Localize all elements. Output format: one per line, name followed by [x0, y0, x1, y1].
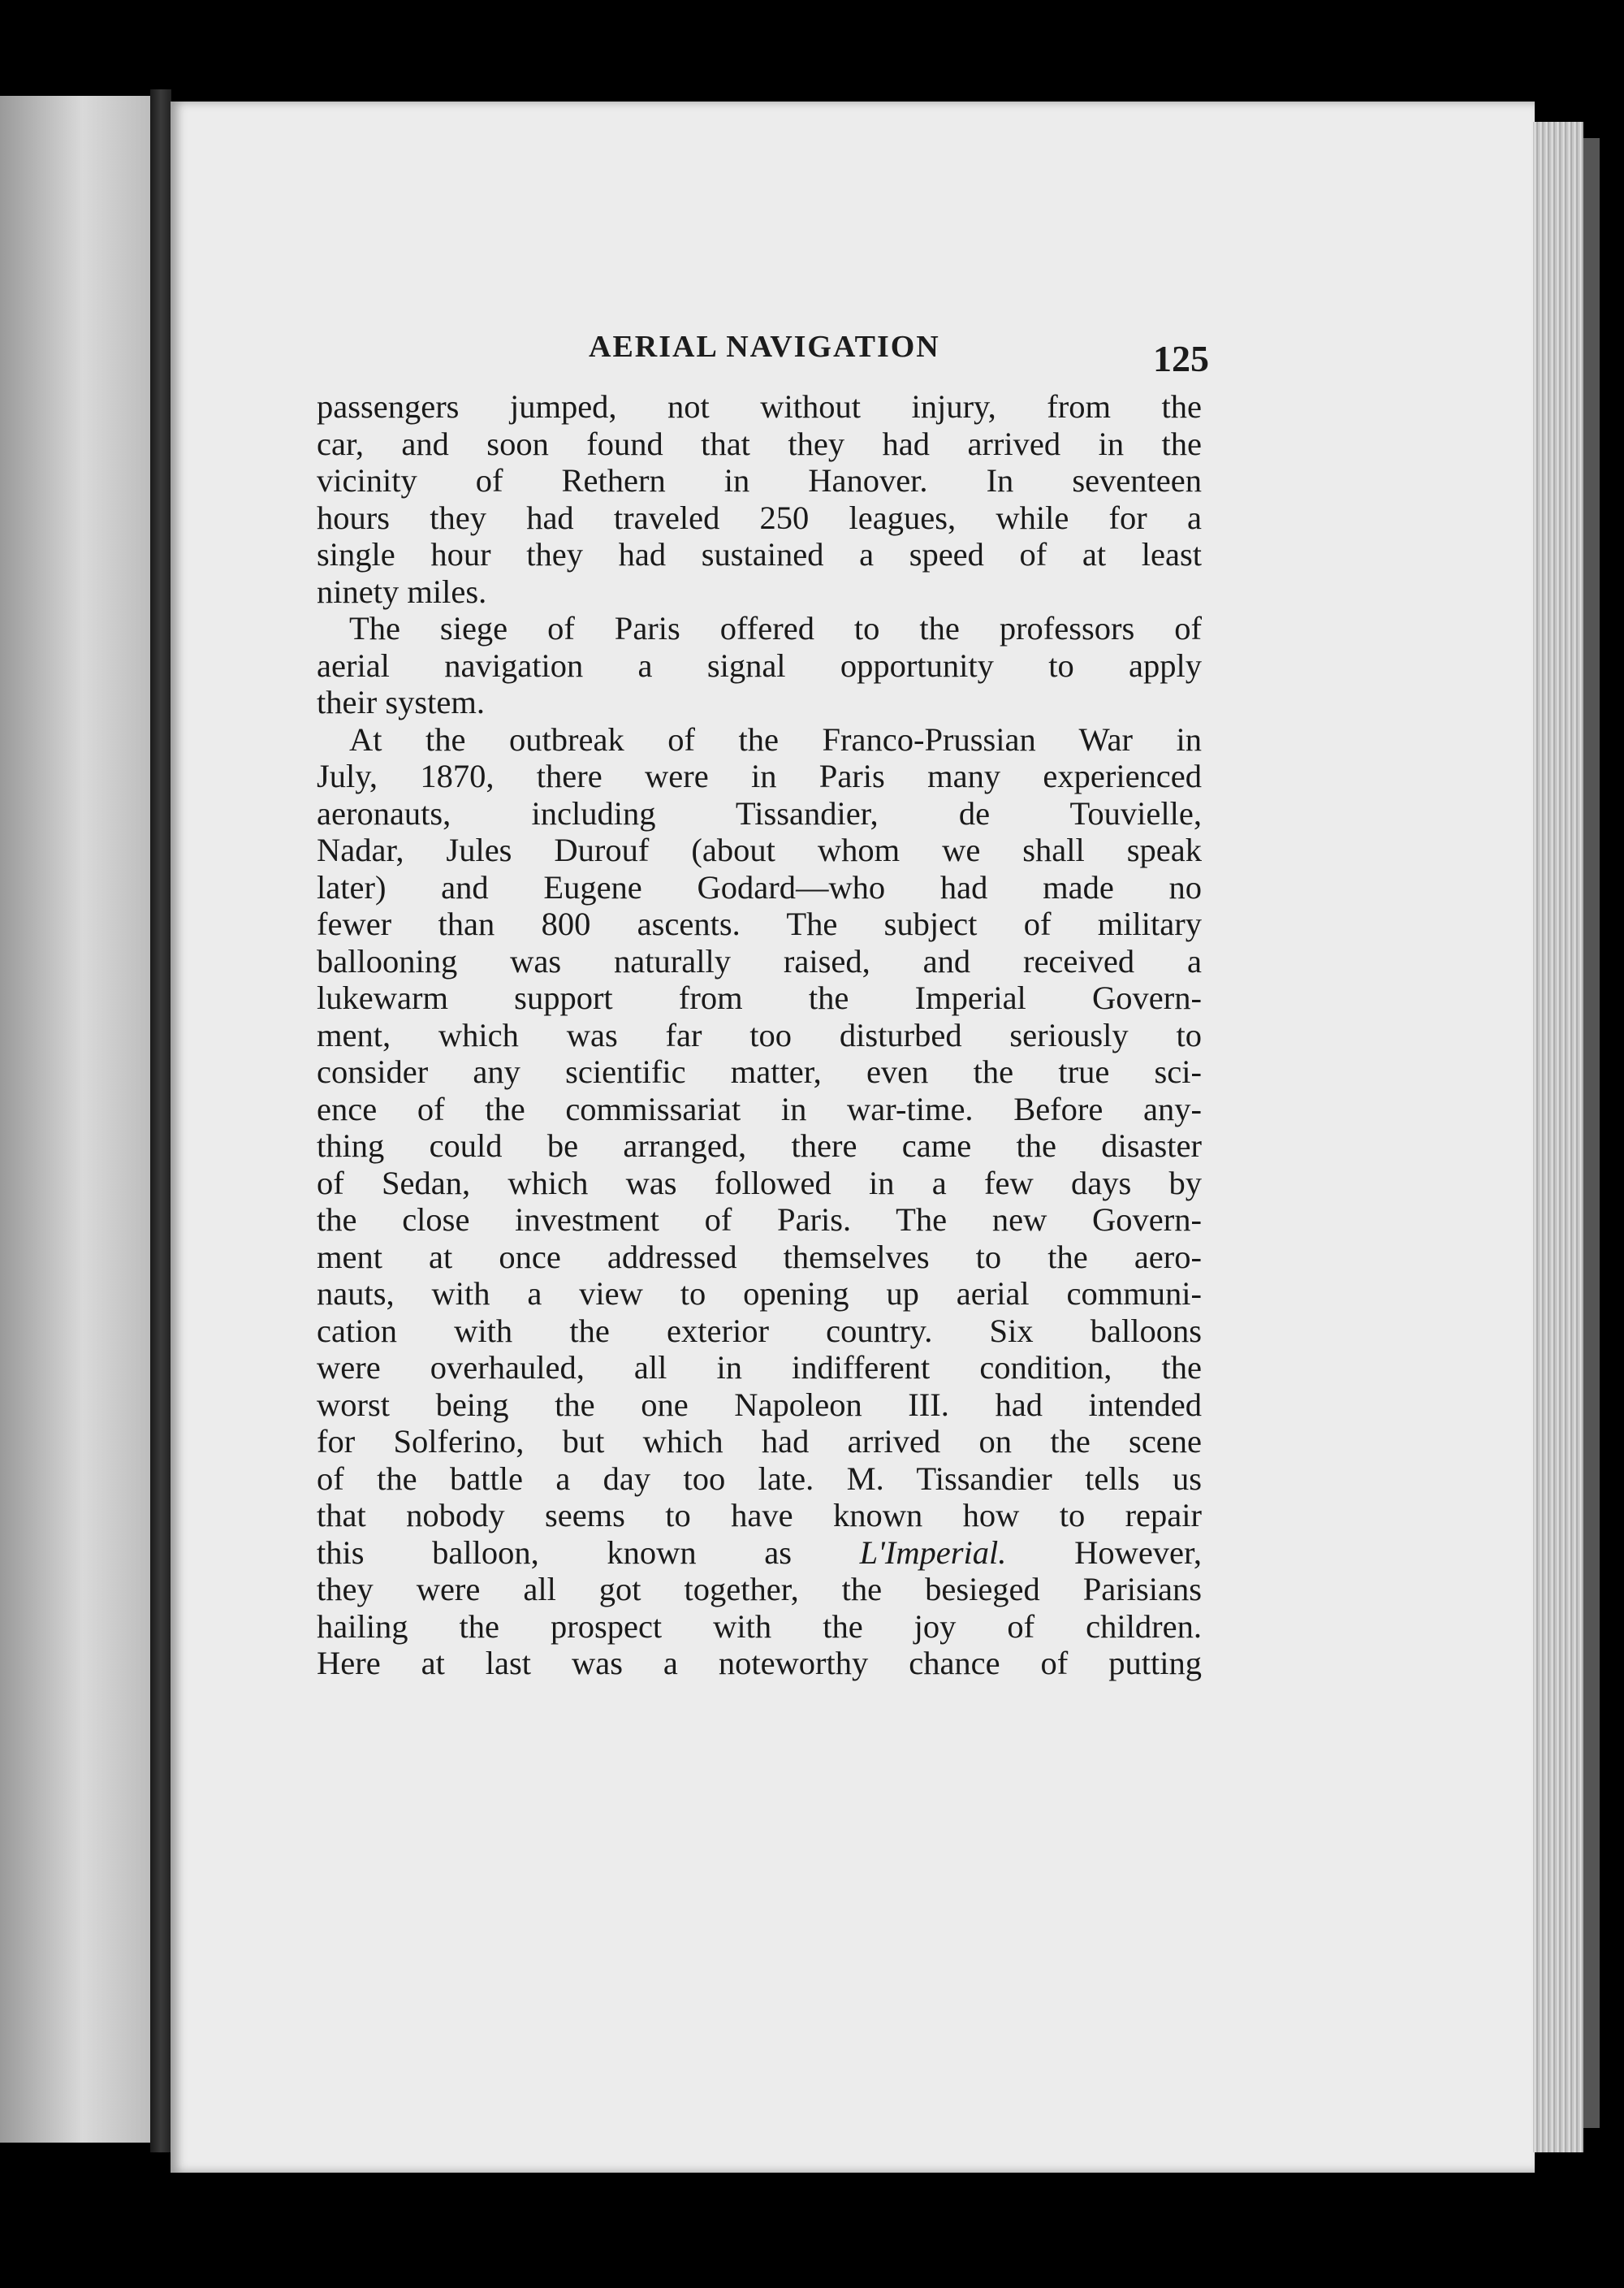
book-gutter	[150, 89, 171, 2152]
page-stack-edges	[1533, 122, 1583, 2152]
text-line: worst being the one Napoleon III. had intended	[317, 1386, 1202, 1423]
text-line: ballooning was naturally raised, and received a	[317, 942, 1202, 980]
text-line: consider any scientific matter, even the true sci-	[317, 1053, 1202, 1090]
previous-page-edge	[0, 96, 150, 2143]
text-line: their system.	[317, 684, 485, 720]
page-stack-shadow	[1583, 138, 1600, 2128]
text-line: for Solferino, but which had arrived on the scene	[317, 1423, 1202, 1460]
text-line: ment at once addressed themselves to the aero-	[317, 1238, 1202, 1275]
text-line: thing could be arranged, there came the disaster	[317, 1127, 1202, 1164]
text-line: passengers jumped, not without injury, from the	[317, 388, 1202, 425]
text-line: nauts, with a view to opening up aerial communi-	[317, 1275, 1202, 1312]
text-line: hailing the prospect with the joy of children.	[317, 1607, 1202, 1645]
text-line: hours they had traveled 250 leagues, while for a	[317, 499, 1202, 536]
text-line: vicinity of Rethern in Hanover. In seventeen	[317, 462, 1202, 499]
text-line: later) and Eugene Godard—who had made no	[317, 868, 1202, 906]
text-line: fewer than 800 ascents. The subject of military	[317, 906, 1202, 942]
text-line: the close investment of Paris. The new Govern-	[317, 1201, 1202, 1238]
text-line: were overhauled, all in indifferent condition, the	[317, 1349, 1202, 1386]
text-line: ment, which was far too disturbed seriously to	[317, 1016, 1202, 1053]
text-line-with-italic	[317, 1534, 1202, 1572]
text-line: At the outbreak of the Franco-Prussian War in	[349, 720, 1202, 758]
text-line: ence of the commissariat in war-time. Before any-	[317, 1090, 1202, 1127]
running-head: AERIAL NAVIGATION	[589, 330, 940, 364]
italic-title: L'Imperial.	[859, 1533, 1007, 1571]
text-line: aeronauts, including Tissandier, de Touvielle,	[317, 794, 1202, 832]
page-number: 125	[1153, 338, 1209, 379]
text-line: that nobody seems to have known how to repair	[317, 1497, 1202, 1533]
text-line: aerial navigation a signal opportunity to apply	[317, 647, 1202, 684]
text-line: lukewarm support from the Imperial Govern-	[317, 980, 1202, 1016]
text-line: Here at last was a noteworthy chance of putting	[317, 1645, 1202, 1681]
text-line: Nadar, Jules Durouf (about whom we shall speak	[317, 832, 1202, 868]
body-text	[317, 388, 1202, 1682]
text-line: car, and soon found that they had arrived in the	[317, 425, 1202, 462]
text-line: of the battle a day too late. M. Tissandier tells us	[317, 1460, 1202, 1497]
text-line: single hour they had sustained a speed of at least	[317, 536, 1202, 573]
text-line: of Sedan, which was followed in a few days by	[317, 1164, 1202, 1201]
text-line: ninety miles.	[317, 573, 487, 610]
line-text-after: However,	[1074, 1533, 1203, 1571]
text-line: July, 1870, there were in Paris many experienced	[317, 758, 1202, 794]
text-line: cation with the exterior country. Six balloons	[317, 1312, 1202, 1349]
text-line: The siege of Paris offered to the professors of	[349, 610, 1202, 647]
text-line: they were all got together, the besieged Parisians	[317, 1571, 1202, 1607]
line-text: this balloon, known as	[317, 1533, 792, 1571]
